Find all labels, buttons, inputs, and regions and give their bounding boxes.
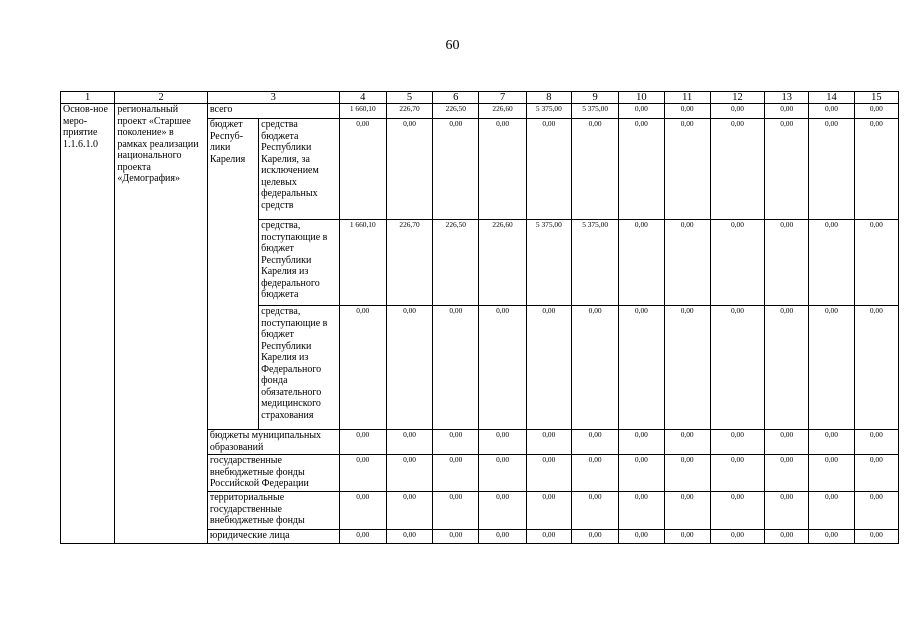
value-cell: 0,00 bbox=[765, 306, 809, 430]
row-label: государственные внебюджетные фонды Российской Федерации bbox=[207, 455, 339, 492]
header-cell: 1 bbox=[61, 92, 115, 104]
value-cell: 5 375,00 bbox=[571, 104, 618, 119]
value-cell: 0,00 bbox=[664, 530, 710, 544]
value-cell: 0,00 bbox=[854, 104, 898, 119]
value-cell: 0,00 bbox=[619, 492, 664, 530]
value-cell: 0,00 bbox=[710, 455, 764, 492]
row-label: бюджеты муниципальных образований bbox=[207, 430, 339, 455]
row-label: территориальные государственные внебюджетные фонды bbox=[207, 492, 339, 530]
value-cell: 0,00 bbox=[664, 104, 710, 119]
event-name-cell: Основ-ное меро-приятие 1.1.6.1.0 bbox=[61, 104, 115, 544]
value-cell: 0,00 bbox=[433, 306, 479, 430]
value-cell: 0,00 bbox=[809, 220, 854, 306]
value-cell: 0,00 bbox=[664, 455, 710, 492]
value-cell: 0,00 bbox=[433, 119, 479, 220]
value-cell: 0,00 bbox=[571, 119, 618, 220]
value-cell: 0,00 bbox=[809, 455, 854, 492]
header-cell: 9 bbox=[571, 92, 618, 104]
value-cell: 0,00 bbox=[664, 220, 710, 306]
value-cell: 0,00 bbox=[571, 492, 618, 530]
value-cell: 0,00 bbox=[765, 430, 809, 455]
project-name-cell: региональный проект «Старшее поколение» в рамках реализации национального проекта «Демография» bbox=[115, 104, 208, 544]
value-cell: 0,00 bbox=[619, 430, 664, 455]
header-cell: 7 bbox=[479, 92, 526, 104]
value-cell: 0,00 bbox=[571, 306, 618, 430]
value-cell: 0,00 bbox=[339, 306, 386, 430]
header-cell: 4 bbox=[339, 92, 386, 104]
page-number: 60 bbox=[445, 38, 460, 53]
value-cell: 0,00 bbox=[479, 492, 526, 530]
value-cell: 0,00 bbox=[386, 455, 432, 492]
table-header-row bbox=[61, 92, 899, 104]
value-cell: 0,00 bbox=[854, 492, 898, 530]
value-cell: 0,00 bbox=[433, 492, 479, 530]
budget-table bbox=[60, 91, 899, 544]
value-cell: 0,00 bbox=[619, 104, 664, 119]
value-cell: 0,00 bbox=[765, 492, 809, 530]
header-cell: 12 bbox=[710, 92, 764, 104]
value-cell: 0,00 bbox=[339, 430, 386, 455]
value-cell: 0,00 bbox=[479, 306, 526, 430]
value-cell: 0,00 bbox=[339, 492, 386, 530]
value-cell: 0,00 bbox=[526, 492, 571, 530]
header-cell: 3 bbox=[207, 92, 339, 104]
header-cell: 8 bbox=[526, 92, 571, 104]
value-cell: 0,00 bbox=[664, 119, 710, 220]
value-cell: 0,00 bbox=[710, 104, 764, 119]
value-cell: 226,70 bbox=[386, 104, 432, 119]
value-cell: 226,50 bbox=[433, 220, 479, 306]
value-cell: 0,00 bbox=[619, 530, 664, 544]
value-cell: 0,00 bbox=[710, 492, 764, 530]
budget-group-cell: бюджет Респуб-лики Карелия bbox=[207, 119, 258, 430]
value-cell: 0,00 bbox=[526, 306, 571, 430]
value-cell: 0,00 bbox=[664, 430, 710, 455]
value-cell: 0,00 bbox=[710, 220, 764, 306]
value-cell: 226,60 bbox=[479, 220, 526, 306]
value-cell: 0,00 bbox=[765, 220, 809, 306]
value-cell: 0,00 bbox=[854, 455, 898, 492]
value-cell: 5 375,00 bbox=[526, 104, 571, 119]
value-cell: 0,00 bbox=[619, 306, 664, 430]
value-cell: 0,00 bbox=[854, 430, 898, 455]
value-cell: 0,00 bbox=[479, 430, 526, 455]
value-cell: 0,00 bbox=[765, 119, 809, 220]
header-cell: 5 bbox=[386, 92, 432, 104]
value-cell: 0,00 bbox=[710, 119, 764, 220]
value-cell: 226,50 bbox=[433, 104, 479, 119]
value-cell: 0,00 bbox=[526, 455, 571, 492]
value-cell: 0,00 bbox=[339, 530, 386, 544]
value-cell: 0,00 bbox=[809, 306, 854, 430]
header-cell: 2 bbox=[115, 92, 208, 104]
value-cell: 0,00 bbox=[433, 455, 479, 492]
value-cell: 0,00 bbox=[809, 119, 854, 220]
value-cell: 0,00 bbox=[710, 530, 764, 544]
value-cell: 0,00 bbox=[619, 220, 664, 306]
value-cell: 0,00 bbox=[854, 119, 898, 220]
value-cell: 5 375,00 bbox=[571, 220, 618, 306]
value-cell: 0,00 bbox=[526, 530, 571, 544]
value-cell: 0,00 bbox=[619, 119, 664, 220]
value-cell: 0,00 bbox=[710, 430, 764, 455]
value-cell: 0,00 bbox=[854, 220, 898, 306]
value-cell: 0,00 bbox=[526, 119, 571, 220]
value-cell: 0,00 bbox=[854, 530, 898, 544]
value-cell: 0,00 bbox=[339, 119, 386, 220]
value-cell: 0,00 bbox=[619, 455, 664, 492]
value-cell: 0,00 bbox=[809, 492, 854, 530]
header-cell: 15 bbox=[854, 92, 898, 104]
header-cell: 6 bbox=[433, 92, 479, 104]
row-label: всего bbox=[207, 104, 339, 119]
header-cell: 13 bbox=[765, 92, 809, 104]
value-cell: 0,00 bbox=[339, 455, 386, 492]
value-cell: 226,60 bbox=[479, 104, 526, 119]
value-cell: 226,70 bbox=[386, 220, 432, 306]
value-cell: 1 660,10 bbox=[339, 104, 386, 119]
value-cell: 0,00 bbox=[526, 430, 571, 455]
row-label: средства бюджета Республики Карелия, за исключением целевых федеральных средств bbox=[259, 119, 339, 220]
value-cell: 0,00 bbox=[571, 430, 618, 455]
value-cell: 0,00 bbox=[386, 530, 432, 544]
header-cell: 14 bbox=[809, 92, 854, 104]
value-cell: 0,00 bbox=[571, 530, 618, 544]
value-cell: 0,00 bbox=[433, 430, 479, 455]
value-cell: 0,00 bbox=[854, 306, 898, 430]
value-cell: 0,00 bbox=[765, 104, 809, 119]
value-cell: 0,00 bbox=[479, 530, 526, 544]
value-cell: 0,00 bbox=[710, 306, 764, 430]
value-cell: 0,00 bbox=[386, 119, 432, 220]
value-cell: 0,00 bbox=[765, 530, 809, 544]
row-label: средства, поступающие в бюджет Республики Карелия из федерального бюджета bbox=[259, 220, 339, 306]
value-cell: 0,00 bbox=[386, 492, 432, 530]
value-cell: 0,00 bbox=[809, 430, 854, 455]
table-row bbox=[61, 104, 899, 119]
value-cell: 0,00 bbox=[433, 530, 479, 544]
value-cell: 0,00 bbox=[664, 306, 710, 430]
value-cell: 0,00 bbox=[664, 492, 710, 530]
header-cell: 10 bbox=[619, 92, 664, 104]
value-cell: 1 660,10 bbox=[339, 220, 386, 306]
value-cell: 0,00 bbox=[765, 455, 809, 492]
header-cell: 11 bbox=[664, 92, 710, 104]
value-cell: 0,00 bbox=[809, 530, 854, 544]
value-cell: 5 375,00 bbox=[526, 220, 571, 306]
value-cell: 0,00 bbox=[479, 455, 526, 492]
value-cell: 0,00 bbox=[386, 306, 432, 430]
row-label: средства, поступающие в бюджет Республики Карелия из Федерального фонда обязательного медицинского страхования bbox=[259, 306, 339, 430]
row-label: юридические лица bbox=[207, 530, 339, 544]
value-cell: 0,00 bbox=[809, 104, 854, 119]
value-cell: 0,00 bbox=[386, 430, 432, 455]
value-cell: 0,00 bbox=[479, 119, 526, 220]
value-cell: 0,00 bbox=[571, 455, 618, 492]
